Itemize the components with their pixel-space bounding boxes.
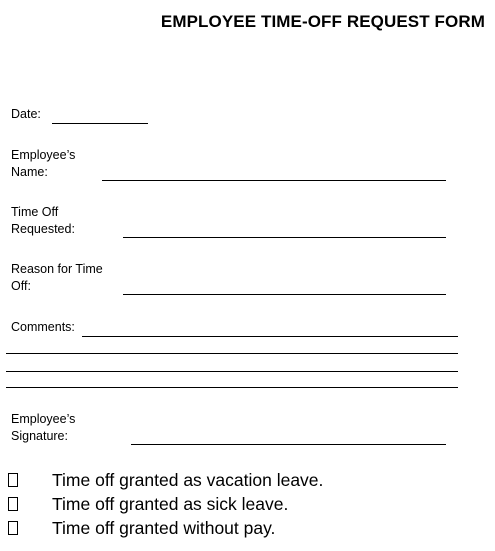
option-label: Time off granted as sick leave. [52, 493, 289, 514]
time-off-field[interactable] [123, 237, 446, 238]
signature-field[interactable] [131, 444, 446, 445]
form-title: EMPLOYEE TIME-OFF REQUEST FORM [160, 12, 485, 31]
comments-field-line-4[interactable] [6, 387, 458, 388]
option-sick-leave[interactable] [8, 493, 288, 515]
comments-label: Comments: [11, 320, 75, 334]
comments-field-line-2[interactable] [6, 353, 458, 354]
option-label: Time off granted as vacation leave. [52, 469, 324, 490]
signature-label: Employee’s Signature: [11, 412, 76, 443]
checkbox[interactable] [8, 521, 18, 535]
date-field[interactable] [52, 123, 148, 124]
option-without-pay[interactable] [8, 517, 275, 539]
employee-name-label: Employee’s Name: [11, 148, 76, 179]
option-vacation-leave[interactable] [8, 469, 323, 491]
comments-field-line-1[interactable] [82, 336, 458, 337]
reason-label: Reason for Time Off: [11, 262, 103, 293]
checkbox[interactable] [8, 473, 18, 487]
checkbox[interactable] [8, 497, 18, 511]
reason-field[interactable] [123, 294, 446, 295]
option-label: Time off granted without pay. [52, 517, 276, 538]
employee-name-field[interactable] [102, 180, 446, 181]
date-label: Date: [11, 107, 41, 121]
time-off-label: Time Off Requested: [11, 205, 75, 236]
comments-field-line-3[interactable] [6, 371, 458, 372]
